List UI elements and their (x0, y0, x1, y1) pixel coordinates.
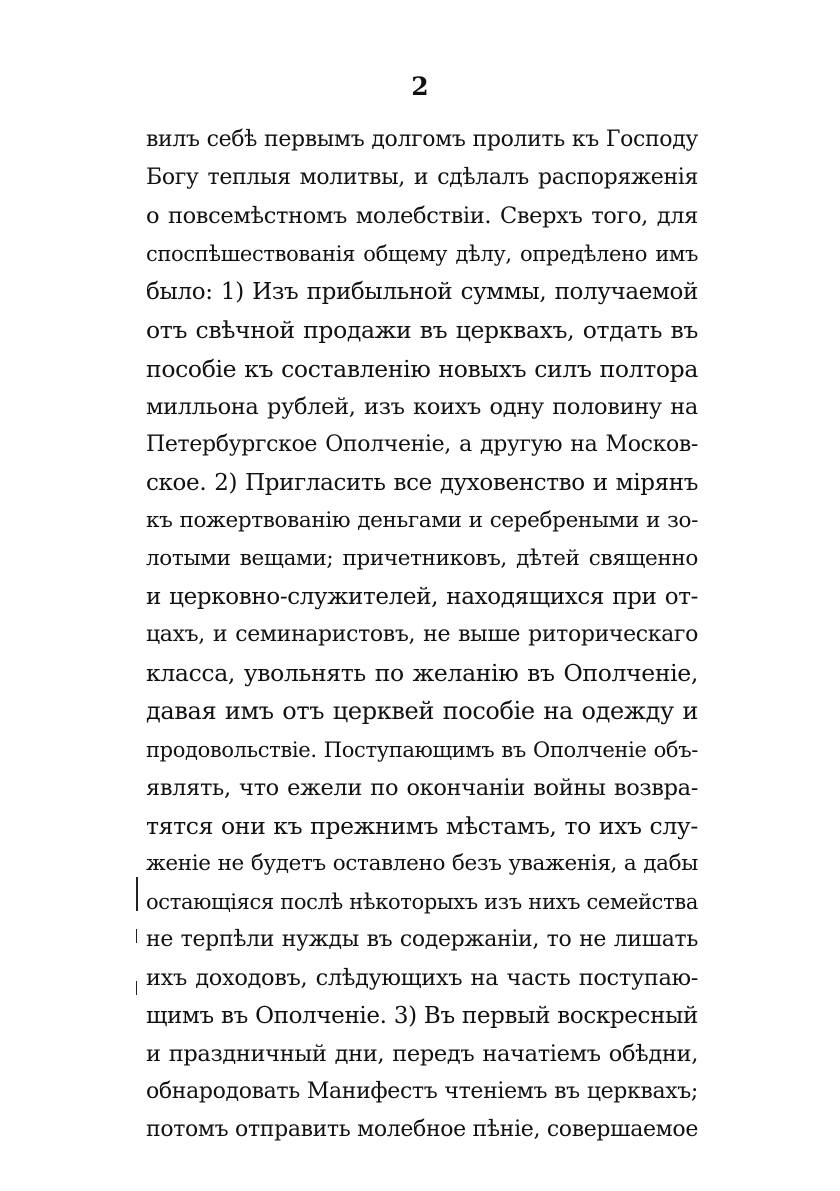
text-line: цахъ, и семинаристовъ, не выше риторическаго (146, 622, 698, 648)
text-line: вилъ себѣ первымъ долгомъ пролить къ Господу (146, 127, 698, 152)
text-line: отъ свѣчной продажи въ церквахъ, отдать въ (146, 316, 698, 345)
text-line: не терпѣли нужды въ содержаніи, то не лишать (146, 926, 698, 952)
text-line: давая имъ отъ церквей пособіе на одежду и (146, 697, 698, 726)
page-number: 2 (411, 72, 429, 101)
text-line: Петербургское Ополченіе, а другую на Москов- (146, 431, 698, 457)
text-line: пособіе къ составленію новыхъ силъ полтора (146, 354, 698, 383)
text-line: ское. 2) Пригласить все духовенство и мірянъ (146, 469, 698, 496)
text-line: къ пожертвованію деньгами и серебреными и зо- (146, 507, 698, 533)
text-line: обнародовать Манифестъ чтеніемъ въ церквахъ; (146, 1079, 698, 1105)
text-line: и праздничный дни, передъ начатіемъ обѣдни, (146, 1041, 698, 1068)
text-line: женіе не будетъ оставлено безъ уваженія, а дабы (146, 850, 698, 876)
text-line: являть, что ежели по окончаніи войны возвра- (146, 774, 698, 801)
text-line: было: 1) Изъ прибыльной суммы, получаемой (146, 279, 698, 306)
margin-scan-mark (136, 877, 138, 911)
margin-scan-mark (136, 981, 137, 995)
page-body-text (146, 121, 698, 1150)
text-line: остающіяся послѣ нѣкоторыхъ изъ нихъ семейства (146, 889, 698, 914)
text-line: Богу теплыя молитвы, и сдѣлалъ распоряженія (146, 165, 698, 191)
text-line: потомъ отправить молебное пѣніе, совершаемое (146, 1117, 698, 1143)
margin-scan-mark (136, 929, 137, 943)
text-line: о повсемѣстномъ молебствіи. Сверхъ того, для (146, 203, 698, 230)
text-line: продовольствіе. Поступающимъ въ Ополченіе объ- (146, 737, 698, 762)
text-line: милльона рублей, изъ коихъ одну половину на (146, 393, 698, 420)
text-line: щимъ въ Ополченіе. 3) Въ первый воскресный (146, 1003, 698, 1030)
text-line: споспѣшествованія общему дѣлу, опредѣлено имъ (146, 242, 698, 267)
text-line: класса, увольнять по желанію въ Ополченіе, (146, 659, 698, 688)
text-line: ихъ доходовъ, слѣдующихъ на часть поступаю- (146, 965, 698, 992)
text-line: тятся они къ прежнимъ мѣстамъ, то ихъ слу- (146, 811, 698, 840)
text-line: лотыми вещами; причетниковъ, дѣтей священно (146, 546, 698, 572)
text-line: и церковно-служителей, находящихся при от- (146, 584, 698, 611)
